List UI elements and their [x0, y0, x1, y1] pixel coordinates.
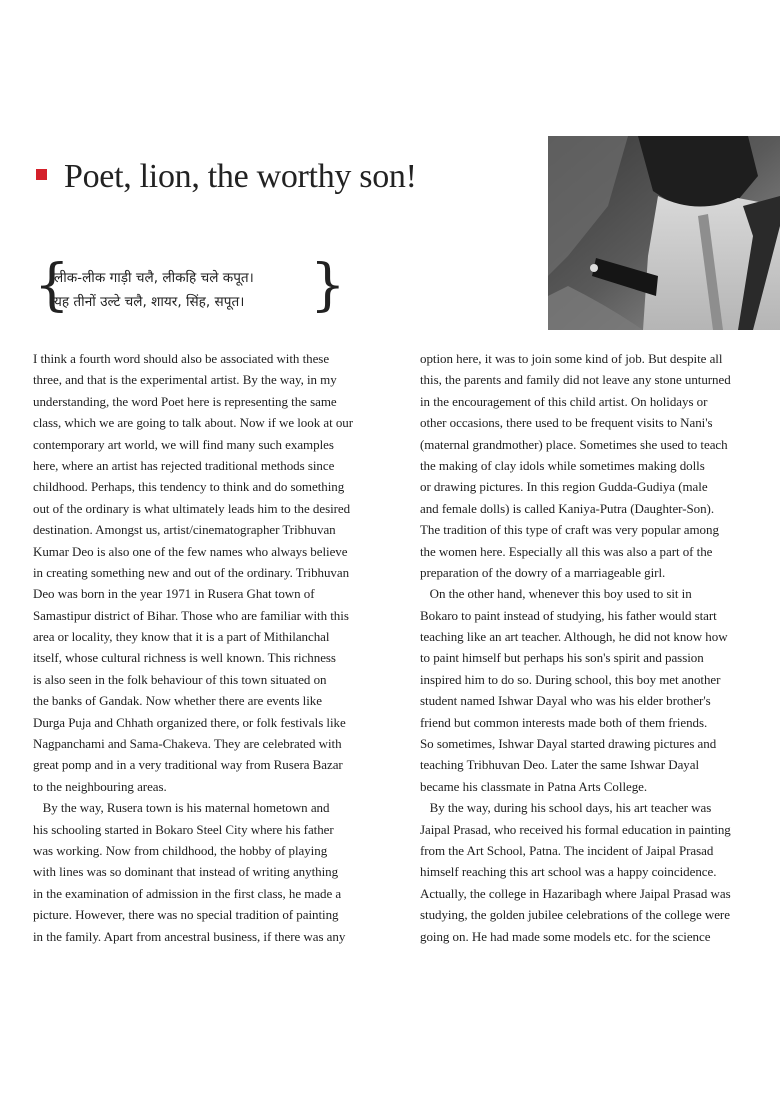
verse-lines — [54, 266, 254, 314]
text-line: in the family. Apart from ancestral business, if there was any — [33, 928, 346, 944]
text-line: contemporary art world, we will find many such examples — [33, 436, 334, 452]
text-line: teaching like an art teacher. Although, he did not know how — [420, 629, 728, 645]
text-line: in the examination of admission in the first class, he made a — [33, 885, 342, 901]
text-line: option here, it was to join some kind of job. But despite all — [420, 351, 723, 366]
text-line: student named Ishwar Dayal who was his elder brother's — [420, 693, 711, 709]
text-line: out of the ordinary is what ultimately leads him to the desired — [33, 500, 351, 516]
portrait-photo — [548, 136, 780, 330]
text-line: from the Art School, Patna. The incident of Jaipal Prasad — [420, 842, 714, 858]
hindi-verse-block — [34, 253, 346, 318]
page-heading — [36, 158, 536, 196]
text-line: Kumar Deo is also one of the few names who always believe — [33, 543, 348, 559]
text-line: with lines was so dominant that instead of writing anything — [33, 864, 339, 880]
right-brace-icon: } — [310, 253, 346, 318]
text-line: Samastipur district of Bihar. Those who are familiar with this — [33, 607, 349, 623]
left-column — [33, 348, 385, 947]
text-line: the banks of Gandak. Now whether there are events like — [33, 693, 322, 709]
text-line: Jaipal Prasad, who received his formal education in painting — [420, 821, 731, 837]
text-line: Bokaro to paint instead of studying, his father would start — [420, 607, 717, 623]
text-line: studying, the golden jubilee celebrations of the college were — [420, 907, 730, 923]
text-line: here, where an artist has rejected traditional methods since — [33, 457, 335, 473]
text-line: or drawing pictures. In this region Gudda-Gudiya (male — [420, 479, 708, 495]
text-line: other occasions, there used to be frequent visits to Nani's — [420, 415, 713, 431]
text-line: to paint himself but perhaps his son's spirit and passion — [420, 650, 704, 666]
text-line: his schooling started in Bokaro Steel City where his father — [33, 821, 334, 837]
text-line: himself reaching this art school was a happy coincidence. — [420, 864, 717, 880]
text-line: The tradition of this type of craft was very popular among — [420, 522, 719, 538]
text-line: three, and that is the experimental artist. By the way, in my — [33, 372, 337, 388]
text-line: childhood. Perhaps, this tendency to think and do something — [33, 479, 345, 495]
text-line: (maternal grandmother) place. Sometimes she used to teach — [420, 436, 728, 452]
text-line: inspired him to do so. During school, this boy met another — [420, 671, 721, 687]
text-line: the women here. Especially all this was also a part of the — [420, 543, 713, 559]
text-line: going on. He had made some models etc. for the science — [420, 928, 711, 944]
text-line: great pomp and in a very traditional way from Rusera Bazar — [33, 757, 343, 773]
text-line: destination. Amongst us, artist/cinematographer Tribhuvan — [33, 522, 336, 538]
page-title: Poet, lion, the worthy son! — [64, 158, 417, 195]
text-line: is also seen in the folk behaviour of this town situated on — [33, 671, 327, 687]
text-line: Deo was born in the year 1971 in Rusera Ghat town of — [33, 586, 315, 602]
text-line: itself, whose cultural richness is well known. This richness — [33, 650, 336, 666]
text-line: picture. However, there was no special tradition of painting — [33, 907, 339, 923]
text-line: I think a fourth word should also be associated with these — [33, 351, 330, 366]
left-brace-icon: { — [34, 253, 70, 318]
text-line: class, which we are going to talk about. Now if we look at our — [33, 415, 354, 431]
text-line: By the way, during his school days, his art teacher was — [420, 800, 712, 816]
text-line: friend but common interests made both of them friends. — [420, 714, 708, 730]
text-line: Durga Puja and Chhath organized there, or folk festivals like — [33, 714, 346, 730]
text-line: in creating something new and out of the ordinary. Tribhuvan — [33, 564, 350, 580]
text-line: teaching Tribhuvan Deo. Later the same Ishwar Dayal — [420, 757, 700, 773]
text-line: became his classmate in Patna Arts College. — [420, 778, 648, 794]
text-line: Nagpanchami and Sama-Chakeva. They are celebrated with — [33, 736, 342, 752]
verse-line: लीक-लीक गाड़ी चलै, लीकहि चले कपूत। — [54, 270, 254, 286]
right-column — [420, 348, 774, 947]
text-line: On the other hand, whenever this boy used to sit in — [420, 586, 692, 602]
text-line: was working. Now from childhood, the hobby of playing — [33, 842, 328, 858]
text-line: So sometimes, Ishwar Dayal started drawing pictures and — [420, 736, 717, 752]
verse-line: यह तीनों उल्टे चलै, शायर, सिंह, सपूत। — [54, 294, 245, 310]
text-line: By the way, Rusera town is his maternal hometown and — [33, 800, 330, 816]
text-line: understanding, the word Poet here is representing the same — [33, 393, 337, 409]
text-line: this, the parents and family did not leave any stone unturned — [420, 372, 731, 388]
text-line: Actually, the college in Hazaribagh where Jaipal Prasad was — [420, 885, 731, 901]
red-square-marker-icon — [36, 169, 47, 180]
portrait-photo-icon — [548, 136, 780, 330]
text-line: and female dolls) is called Kaniya-Putra (Daughter-Son). — [420, 500, 715, 516]
text-line: preparation of the dowry of a marriageable girl. — [420, 564, 666, 580]
text-line: in the encouragement of this child artist. On holidays or — [420, 393, 708, 409]
text-line: to the neighbouring areas. — [33, 778, 167, 794]
text-line: area or locality, they know that it is a part of Mithilanchal — [33, 629, 330, 645]
text-line: the making of clay idols while sometimes making dolls — [420, 457, 705, 473]
